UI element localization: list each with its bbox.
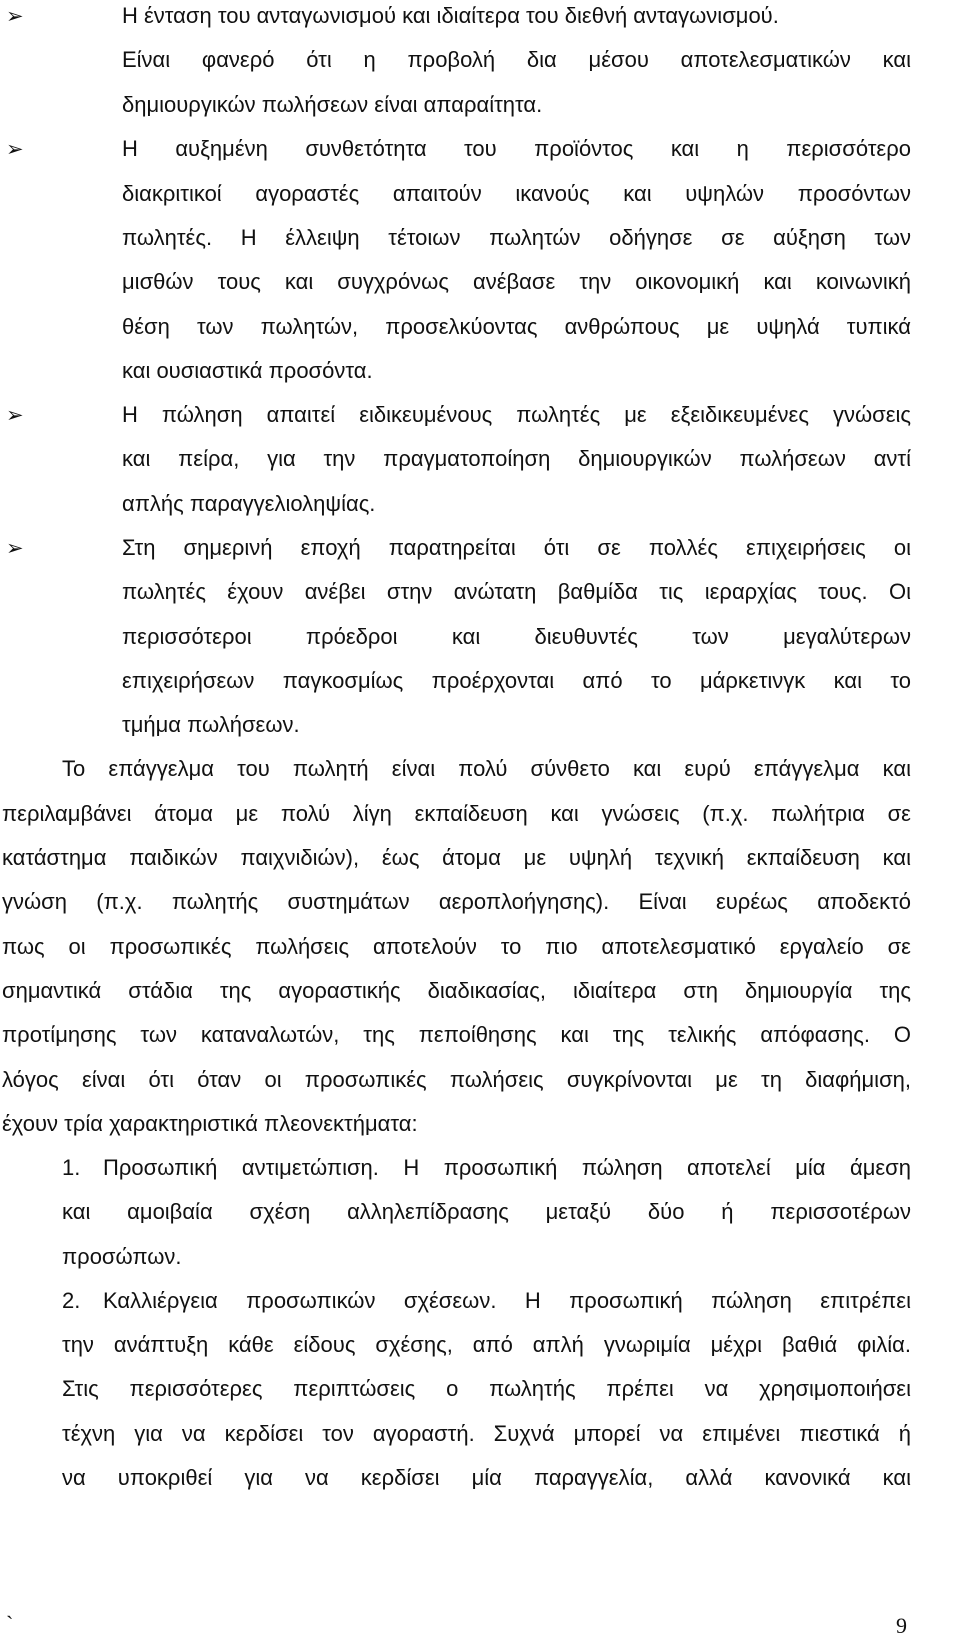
numbered2-line3: Στις περισσότερες περιπτώσεις ο πωλητής πρέπει να χρησιμοποιήσει [62,1376,911,1401]
bullet4-line5: τμήμα πωλήσεων. [122,712,300,737]
bullet2-line5: θέση των πωλητών, προσελκύοντας ανθρώπους με υψηλά τυπικά [122,314,911,339]
bullet4-line2: πωλητές έχουν ανέβει στην ανώτατη βαθμίδα τις ιεραρχίας τους. Οι [122,579,911,604]
bullet-arrow-icon: ➢ [6,536,24,560]
bullet-arrow-icon: ➢ [6,137,24,161]
paragraph-line1: Το επάγγελμα του πωλητή είναι πολύ σύνθετο και ευρύ επάγγελμα και [62,756,911,781]
footer-mark: ` [6,1611,14,1636]
numbered2-line5: να υποκριθεί για να κερδίσει μία παραγγελία, αλλά κανονικά και [62,1465,911,1490]
bullet1-line2: Είναι φανερό ότι η προβολή δια μέσου αποτελεσματικών και [122,47,911,72]
page-number: 9 [896,1613,907,1638]
bullet4-line3: περισσότεροι πρόεδροι και διευθυντές των μεγαλύτερων [122,624,911,649]
numbered2-line4: τέχνη για να κερδίσει τον αγοραστή. Συχνά μπορεί να επιμένει πιεστικά ή [62,1421,911,1446]
bullet4-line1: Στη σημερινή εποχή παρατηρείται ότι σε πολλές επιχειρήσεις οι [122,535,911,560]
bullet3-line1: Η πώληση απαιτεί ειδικευμένους πωλητές με εξειδικευμένες γνώσεις [122,402,911,427]
paragraph-line3: κατάστημα παιδικών παιχνιδιών), έως άτομα με υψηλή τεχνική εκπαίδευση και [2,845,911,870]
list-number: 1. [62,1155,81,1180]
bullet2-line3: πωλητές. Η έλλειψη τέτοιων πωλητών οδήγησε σε αύξηση των [122,225,911,250]
bullet1-line1: Η ένταση του ανταγωνισμού και ιδιαίτερα του διεθνή ανταγωνισμού. [122,3,779,28]
numbered1-line1: Προσωπική αντιμετώπιση. Η προσωπική πώληση αποτελεί μία άμεση [103,1155,911,1180]
bullet1-line3: δημιουργικών πωλήσεων είναι απαραίτητα. [122,92,543,117]
paragraph-line9: έχουν τρία χαρακτηριστικά πλεονεκτήματα: [2,1111,418,1136]
bullet3-line2: και πείρα, για την πραγματοποίηση δημιουργικών πωλήσεων αντί [122,446,911,471]
paragraph-line6: σημαντικά στάδια της αγοραστικής διαδικασίας, ιδιαίτερα στη δημιουργία της [2,978,911,1003]
paragraph-line8: λόγος είναι ότι όταν οι προσωπικές πωλήσεις συγκρίνονται με τη διαφήμιση, [2,1067,911,1092]
bullet2-line1: Η αυξημένη συνθετότητα του προϊόντος και η περισσότερο [122,136,911,161]
numbered2-line2: την ανάπτυξη κάθε είδους σχέσης, από απλή γνωριμία μέχρι βαθιά φιλία. [62,1332,911,1357]
bullet3-line3: απλής παραγγελιοληψίας. [122,491,376,516]
bullet2-line4: μισθών τους και συγχρόνως ανέβασε την οικονομική και κοινωνική [122,269,911,294]
paragraph-line5: πως οι προσωπικές πωλήσεις αποτελούν το πιο αποτελεσματικό εργαλείο σε [2,934,911,959]
paragraph-line2: περιλαμβάνει άτομα με πολύ λίγη εκπαίδευση και γνώσεις (π.χ. πωλήτρια σε [2,801,911,826]
paragraph-line7: προτίμησης των καταναλωτών, της πεποίθησης και της τελικής απόφασης. Ο [2,1022,911,1047]
numbered1-line2: και αμοιβαία σχέση αλληλεπίδρασης μεταξύ δύο ή περισσοτέρων [62,1199,911,1224]
bullet4-line4: επιχειρήσεων παγκοσμίως προέρχονται από το μάρκετινγκ και το [122,668,911,693]
numbered2-line1: Καλλιέργεια προσωπικών σχέσεων. Η προσωπική πώληση επιτρέπει [103,1288,911,1313]
bullet2-line6: και ουσιαστικά προσόντα. [122,358,373,383]
bullet-arrow-icon: ➢ [6,403,24,427]
bullet2-line2: διακριτικοί αγοραστές απαιτούν ικανούς και υψηλών προσόντων [122,181,911,206]
bullet-arrow-icon: ➢ [6,4,24,28]
list-number: 2. [62,1288,81,1313]
numbered1-line3: προσώπων. [62,1244,182,1269]
paragraph-line4: γνώση (π.χ. πωλητής συστημάτων αεροπλοήγησης). Είναι ευρέως αποδεκτό [2,889,911,914]
